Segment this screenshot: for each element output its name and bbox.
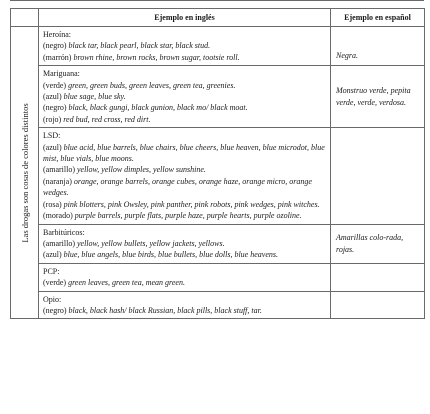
example-line: (negro) black tar, black pearl, black star, black stud.: [43, 41, 211, 51]
spanish-example-heroin: Negra.: [331, 27, 425, 66]
drug-name: Opio:: [43, 294, 62, 304]
english-examples-pcp: [39, 263, 331, 291]
top-rule: [10, 0, 424, 2]
english-examples-opium: [39, 291, 331, 319]
example-line: (negro) black, black hash/ black Russian, black pills, black stuff, tar.: [43, 305, 262, 315]
header-corner-cell: [11, 9, 39, 27]
example-line: (verde) green leaves, green tea, mean green.: [43, 278, 185, 288]
header-english: Ejemplo en inglés: [39, 9, 331, 27]
example-line: (naranja) orange, orange barrels, orange cubes, orange haze, orange micro, orange wedges.: [43, 176, 312, 198]
example-line: (verde) green, green buds, green leaves, green tea, greenies.: [43, 80, 236, 90]
example-line: (rosa) pink blotters, pink Owsley, pink panther, pink robots, pink wedges, pink witches.: [43, 199, 320, 209]
drug-name: PCP:: [43, 266, 60, 276]
header-spanish: Ejemplo en español: [331, 9, 425, 27]
spanish-example-pcp: [331, 263, 425, 291]
table-row: [11, 224, 425, 263]
drug-name: Heroína:: [43, 30, 71, 39]
english-examples-heroin: [39, 27, 331, 66]
drug-name: LSD:: [43, 131, 61, 141]
example-line: (azul) blue acid, blue barrels, blue chairs, blue cheers, blue heaven, blue microdot, blue mist, blue vials, blue moons.: [43, 142, 325, 164]
table-row: [11, 263, 425, 291]
spanish-example-marijuana: Monstruo verde, pepita verde, verde, verdosa.: [331, 66, 425, 128]
spanish-example-barbiturates: Amarillas colo-rada, rojas.: [331, 224, 425, 263]
example-line: (morado) purple barrels, purple flats, purple haze, purple hearts, purple ozoline.: [43, 211, 302, 221]
side-label: Las drogas son cosas de colores distintos: [19, 103, 30, 243]
example-line: (marrón) brown rhine, brown rocks, brown sugar, tootsie roll.: [43, 52, 240, 62]
example-line: (negro) black, black gungi, black gunion, black mo/ black moat.: [43, 103, 248, 113]
example-line: (azul) blue sage, blue sky.: [43, 92, 126, 102]
english-examples-barbiturates: [39, 224, 331, 263]
spanish-example-lsd: [331, 128, 425, 224]
example-line: (amarillo) yellow, yellow bullets, yellow jackets, yellows.: [43, 238, 225, 248]
table-row: [11, 66, 425, 128]
table-row: [11, 27, 425, 66]
table-header-row: [11, 9, 425, 27]
spanish-example-opium: [331, 291, 425, 319]
document-page: [10, 0, 424, 414]
table-row: [11, 128, 425, 224]
example-line: (amarillo) yellow, yellow dimples, yellow sunshine.: [43, 165, 206, 175]
side-label-cell: [11, 27, 39, 319]
example-line: (azul) blue, blue angels, blue birds, blue bullets, blue dolls, blue heavens.: [43, 250, 278, 260]
drug-name: Barbitúricos:: [43, 227, 85, 237]
example-line: (rojo) red bud, red cross, red dirt.: [43, 114, 151, 124]
english-examples-marijuana: [39, 66, 331, 128]
table-row: [11, 291, 425, 319]
drug-color-table: [10, 8, 425, 319]
drug-name: Mariguana:: [43, 69, 80, 79]
english-examples-lsd: [39, 128, 331, 224]
